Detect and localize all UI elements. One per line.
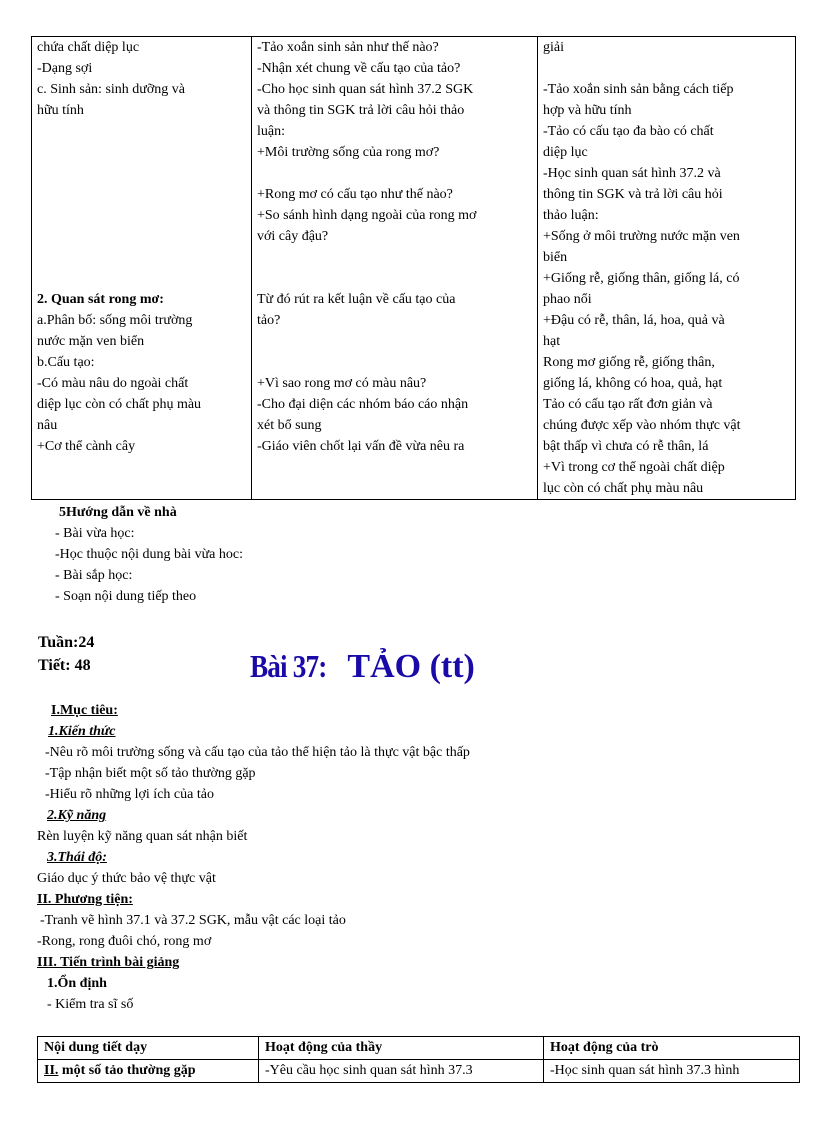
cell-line: c. Sinh sản: sinh dưỡng và bbox=[37, 82, 185, 97]
list-item: -Tranh vẽ hình 37.1 và 37.2 SGK, mẫu vật các loại tảo bbox=[40, 913, 346, 928]
table-cell: -Học sinh quan sát hình 37.3 hình bbox=[544, 1060, 800, 1083]
attitude-heading: 3.Thái độ: bbox=[47, 850, 107, 865]
blank-line bbox=[257, 268, 533, 289]
cell-line: a.Phân bố: sống môi trường bbox=[37, 313, 193, 328]
attitude-text: Giáo dục ý thức bảo vệ thực vật bbox=[37, 871, 216, 886]
cell-line: xét bổ sung bbox=[257, 418, 322, 433]
cell-line: chứa chất diệp lục bbox=[37, 40, 140, 55]
cell-line: thảo luận: bbox=[543, 208, 599, 223]
cell-line: hữu tính bbox=[37, 103, 84, 118]
cell-line: phao nổi bbox=[543, 292, 592, 307]
cell-line: -Có màu nâu do ngoài chất bbox=[37, 376, 189, 391]
cell-line: -Cho đại diện các nhóm báo cáo nhận bbox=[257, 397, 469, 412]
cell-line: hạt bbox=[543, 334, 561, 349]
blank-line bbox=[257, 247, 533, 268]
cell-line: diệp lục còn có chất phụ màu bbox=[37, 397, 202, 412]
blank-line bbox=[543, 58, 791, 79]
blank-line bbox=[257, 331, 533, 352]
blank-line bbox=[37, 142, 247, 163]
list-item: -Hiểu rõ những lợi ích của tảo bbox=[45, 787, 214, 802]
cell-line: -Cho học sinh quan sát hình 37.2 SGK bbox=[257, 82, 474, 97]
cell-line: -Học sinh quan sát hình 37.2 và bbox=[543, 166, 721, 181]
step-heading: 1.Ổn định bbox=[47, 976, 107, 991]
cell-line: +Vì trong cơ thể ngoài chất diệp bbox=[543, 460, 725, 475]
activity-table bbox=[37, 1036, 800, 1083]
cell-line: thông tin SGK và trả lời câu hỏi bbox=[543, 187, 723, 202]
cell-line: biển bbox=[543, 250, 568, 265]
table-row bbox=[32, 37, 796, 500]
table-header-row bbox=[38, 1037, 800, 1060]
teacher-activity-column bbox=[252, 37, 538, 500]
cell-line: +Rong mơ có cấu tạo như thế nào? bbox=[257, 187, 453, 202]
objectives-heading: I.Mục tiêu: bbox=[51, 703, 118, 718]
cell-line: +Vì sao rong mơ có màu nâu? bbox=[257, 376, 427, 391]
list-item: -Học thuộc nội dung bài vừa hoc: bbox=[55, 547, 243, 562]
column-header: Hoạt động của trò bbox=[544, 1037, 800, 1060]
cell-line: -Dạng sợi bbox=[37, 61, 93, 76]
cell-line: -Tảo có cấu tạo đa bào có chất bbox=[543, 124, 714, 139]
cell-line: với cây đậu? bbox=[257, 229, 329, 244]
list-item: - Bài vừa học: bbox=[55, 526, 135, 541]
means-heading: II. Phương tiện: bbox=[37, 892, 133, 907]
cell-line: và thông tin SGK trả lời câu hỏi thảo bbox=[257, 103, 465, 118]
table-cell bbox=[38, 1060, 259, 1083]
cell-line: hợp và hữu tính bbox=[543, 103, 632, 118]
cell-line: b.Cấu tạo: bbox=[37, 355, 95, 370]
table-row bbox=[38, 1060, 800, 1083]
cell-line: 2. Quan sát rong mơ: bbox=[37, 292, 164, 307]
list-item: -Tập nhận biết một số tảo thường gặp bbox=[45, 766, 256, 781]
lesson-name: TẢO (tt) bbox=[347, 648, 475, 685]
cell-line: +So sánh hình dạng ngoài của rong mơ bbox=[257, 208, 477, 223]
blank-line bbox=[37, 226, 247, 247]
list-item: -Nêu rõ môi trường sống và cấu tạo của tảo thể hiện tảo là thực vật bậc thấp bbox=[45, 745, 470, 760]
knowledge-heading: 1.Kiến thức bbox=[48, 724, 116, 739]
section-number: II. bbox=[44, 1063, 59, 1078]
column-header: Hoạt động của thầy bbox=[259, 1037, 544, 1060]
blank-line bbox=[37, 184, 247, 205]
lesson-continuation-table bbox=[31, 36, 796, 500]
content-column bbox=[32, 37, 252, 500]
list-item: - Soạn nội dung tiếp theo bbox=[55, 589, 197, 604]
cell-line: -Tảo xoắn sinh sản bằng cách tiếp bbox=[543, 82, 734, 97]
cell-line: luận: bbox=[257, 124, 285, 139]
blank-line bbox=[37, 121, 247, 142]
blank-line bbox=[37, 205, 247, 226]
skill-text: Rèn luyện kỹ năng quan sát nhận biết bbox=[37, 829, 248, 844]
step-text: - Kiểm tra sĩ số bbox=[47, 997, 134, 1012]
section-title: một số tảo thường gặp bbox=[58, 1063, 196, 1078]
cell-line: Tảo có cấu tạo rất đơn giản và bbox=[543, 397, 713, 412]
lesson-plan-body bbox=[37, 700, 777, 1015]
cell-line: -Tảo xoắn sinh sản như thế nào? bbox=[257, 40, 439, 55]
homework-guide bbox=[55, 502, 243, 607]
cell-line: lục còn có chất phụ màu nâu bbox=[543, 481, 704, 496]
cell-line: Rong mơ giống rễ, giống thân, bbox=[543, 355, 715, 370]
cell-line: +Môi trường sống của rong mơ? bbox=[257, 145, 440, 160]
cell-line: diệp lục bbox=[543, 145, 588, 160]
cell-line: chúng được xếp vào nhóm thực vật bbox=[543, 418, 741, 433]
cell-line: giống lá, không có hoa, quả, hạt bbox=[543, 376, 723, 391]
blank-line bbox=[37, 268, 247, 289]
cell-line: tảo? bbox=[257, 313, 281, 328]
cell-line: nâu bbox=[37, 418, 58, 433]
cell-line: nước mặn ven biển bbox=[37, 334, 145, 349]
list-item: -Rong, rong đuôi chó, rong mơ bbox=[37, 934, 212, 949]
cell-line: bật thấp vì chưa có rễ thân, lá bbox=[543, 439, 709, 454]
student-activity-column bbox=[538, 37, 796, 500]
blank-line bbox=[37, 247, 247, 268]
cell-line: giải bbox=[543, 40, 564, 55]
lesson-number: Bài 37: bbox=[250, 648, 327, 684]
skill-heading: 2.Kỹ năng bbox=[47, 808, 107, 823]
process-heading: III. Tiến trình bài giảng bbox=[37, 955, 180, 970]
cell-line: -Nhận xét chung về cấu tạo của tảo? bbox=[257, 61, 461, 76]
cell-line: -Giáo viên chốt lại vấn đề vừa nêu ra bbox=[257, 439, 465, 454]
cell-line: +Đậu có rễ, thân, lá, hoa, quả và bbox=[543, 313, 725, 328]
week-label: Tuần:24 bbox=[38, 634, 95, 651]
cell-line: +Cơ thể cành cây bbox=[37, 439, 136, 454]
cell-line: +Giống rễ, giống thân, giống lá, có bbox=[543, 271, 740, 286]
cell-line: Từ đó rút ra kết luận về cấu tạo của bbox=[257, 292, 456, 307]
blank-line bbox=[37, 163, 247, 184]
lesson-title bbox=[250, 648, 475, 686]
blank-line bbox=[257, 352, 533, 373]
period-label: Tiết: 48 bbox=[38, 657, 91, 674]
blank-line bbox=[257, 163, 533, 184]
list-item: - Bài sắp học: bbox=[55, 568, 133, 583]
column-header: Nội dung tiết dạy bbox=[38, 1037, 259, 1060]
table-cell: -Yêu cầu học sinh quan sát hình 37.3 bbox=[259, 1060, 544, 1083]
homework-guide-title: 5Hướng dẫn về nhà bbox=[59, 505, 177, 520]
cell-line: +Sống ở môi trường nước mặn ven bbox=[543, 229, 740, 244]
